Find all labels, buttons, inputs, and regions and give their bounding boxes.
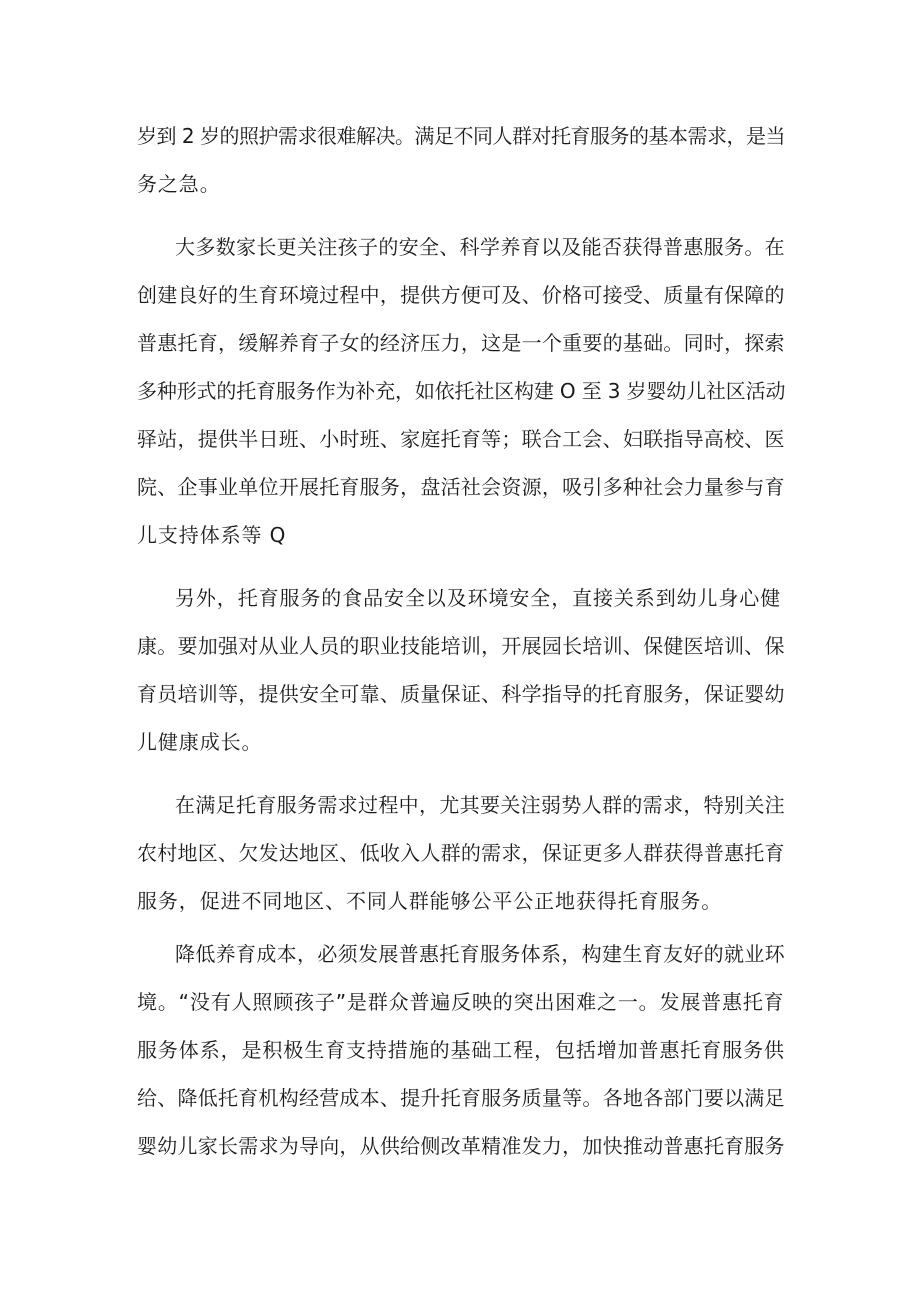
text-line: 给、降低托育机构经营成本、提升托育服务质量等。各地各部门要以满足 <box>137 1086 785 1110</box>
text-line: 降低养育成本，必须发展普惠托育服务体系，构建生育友好的就业环 <box>175 942 785 966</box>
text-line: 在满足托育服务需求过程中，尤其要关注弱势人群的需求，特别关注 <box>175 793 785 817</box>
text-line: 儿健康成长。 <box>137 730 263 754</box>
text-line: 育员培训等，提供安全可靠、质量保证、科学指导的托育服务，保证婴幼 <box>137 682 785 706</box>
text-line: 多种形式的托育服务作为补充，如依托社区构建 O 至 3 岁婴幼儿社区活动 <box>137 379 786 403</box>
text-line: 另外，托育服务的食品安全以及环境安全，直接关系到幼儿身心健 <box>175 586 782 610</box>
text-line: 普惠托育，缓解养育子女的经济压力，这是一个重要的基础。同时，探索 <box>137 331 785 355</box>
text-line: 驿站，提供半日班、小时班、家庭托育等；联合工会、妇联指导高校、医 <box>137 427 785 451</box>
text-line: 务之急。 <box>137 172 221 196</box>
text-line: 服务，促进不同地区、不同人群能够公平公正地获得托育服务。 <box>137 889 723 913</box>
text-line: 儿支持体系等 Q <box>137 523 287 547</box>
text-line: 岁到 2 岁的照护需求很难解决。满足不同人群对托育服务的基本需求，是当 <box>137 124 785 148</box>
text-line: 境。“没有人照顾孩子”是群众普遍反映的突出困难之一。发展普惠托育 <box>137 990 785 1014</box>
text-line: 创建良好的生育环境过程中，提供方便可及、价格可接受、质量有保障的 <box>137 283 785 307</box>
text-line: 服务体系，是积极生育支持措施的基础工程，包括增加普惠托育服务供 <box>137 1038 785 1062</box>
text-line: 大多数家长更关注孩子的安全、科学养育以及能否获得普惠服务。在 <box>175 235 785 259</box>
text-line: 婴幼儿家长需求为导向，从供给侧改革精准发力，加快推动普惠托育服务 <box>137 1134 785 1158</box>
text-line: 康。要加强对从业人员的职业技能培训，开展园长培训、保健医培训、保 <box>137 634 785 658</box>
text-line: 院、企事业单位开展托育服务，盘活社会资源，吸引多种社会力量参与育 <box>137 475 785 499</box>
text-line: 农村地区、欠发达地区、低收入人群的需求，保证更多人群获得普惠托育 <box>137 841 785 865</box>
